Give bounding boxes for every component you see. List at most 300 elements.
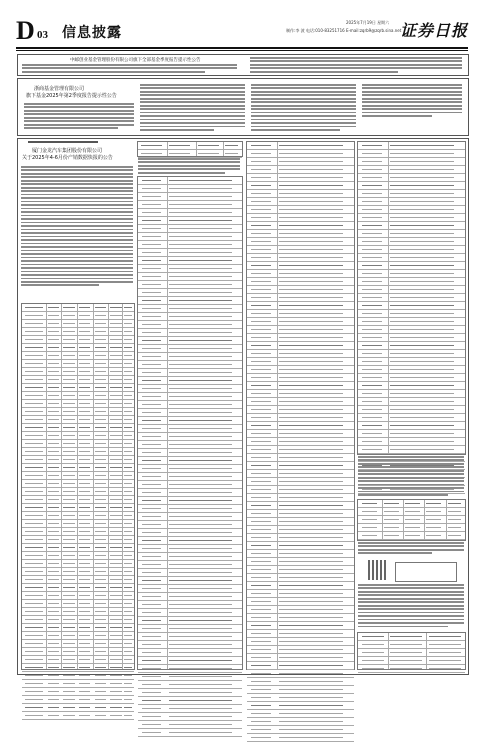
table-row — [247, 310, 354, 318]
table-cell — [63, 555, 74, 557]
table-cell — [429, 644, 461, 646]
table-cell — [95, 603, 106, 605]
table-cell — [390, 265, 454, 267]
table-cell — [25, 355, 43, 357]
table-row — [138, 593, 242, 601]
table-cell — [95, 387, 106, 389]
table-cell — [429, 660, 461, 662]
table-row — [358, 390, 465, 398]
table-row — [358, 508, 465, 516]
table-row — [358, 350, 465, 358]
table-row — [358, 406, 465, 414]
table-cell — [169, 660, 231, 662]
table-cell — [48, 507, 59, 509]
table-cell — [251, 705, 270, 707]
table-cell — [110, 347, 121, 349]
table-cell — [169, 252, 231, 254]
table-row — [247, 294, 354, 302]
table-row — [247, 502, 354, 510]
table-cell — [251, 481, 270, 483]
table-column-divider — [277, 142, 278, 669]
table-cell — [169, 444, 231, 446]
table-row — [22, 592, 134, 600]
table-row — [22, 416, 134, 424]
table-cell — [95, 643, 106, 645]
table-row — [247, 622, 354, 630]
table-row — [138, 465, 242, 473]
table-cell — [25, 627, 43, 629]
table-cell — [142, 284, 161, 286]
table-cell — [169, 372, 231, 374]
table-row — [247, 398, 354, 406]
table-cell — [110, 627, 121, 629]
table-row — [358, 302, 465, 310]
table-cell — [124, 587, 132, 589]
table-cell — [95, 435, 106, 437]
table-row — [138, 241, 242, 249]
table-row — [138, 657, 242, 665]
table-cell — [110, 595, 121, 597]
table-cell — [63, 363, 74, 365]
table-row — [138, 433, 242, 441]
table-cell — [426, 527, 441, 529]
table-cell — [95, 363, 106, 365]
production-sales-table — [21, 303, 135, 670]
table-cell — [279, 233, 343, 235]
table-row — [247, 638, 354, 646]
table-column-divider — [388, 633, 389, 669]
table-cell — [251, 169, 270, 171]
table-row — [138, 345, 242, 353]
table-cell — [95, 459, 106, 461]
table-cell — [251, 489, 270, 491]
table-cell — [405, 519, 420, 521]
table-row — [247, 270, 354, 278]
table-cell — [169, 708, 231, 710]
table-cell — [79, 651, 90, 653]
table-cell — [110, 555, 121, 557]
table-row — [247, 358, 354, 366]
table-row — [247, 182, 354, 190]
section-number: 03 — [37, 29, 48, 41]
table-row — [247, 534, 354, 542]
table-cell — [169, 220, 231, 222]
table-cell — [279, 409, 343, 411]
table-cell — [79, 443, 90, 445]
table-cell — [142, 572, 161, 574]
table-cell — [48, 571, 59, 573]
table-cell — [25, 571, 43, 573]
table-row — [247, 286, 354, 294]
table-cell — [79, 451, 90, 453]
table-cell — [48, 563, 59, 565]
table-cell — [198, 153, 219, 155]
table-cell — [390, 241, 454, 243]
table-cell — [79, 435, 90, 437]
table-cell — [142, 564, 161, 566]
table-cell — [390, 369, 454, 371]
table-cell — [390, 273, 454, 275]
table-cell — [390, 425, 454, 427]
table-cell — [124, 619, 132, 621]
table-cell — [79, 563, 90, 565]
table-cell — [110, 691, 121, 693]
table-cell — [110, 539, 121, 541]
table-cell — [79, 715, 90, 717]
table-row — [22, 360, 134, 368]
table-cell — [169, 476, 231, 478]
table-cell — [362, 249, 381, 251]
table-cell — [279, 681, 343, 683]
table-cell — [142, 668, 161, 670]
table-cell — [279, 441, 343, 443]
table-cell — [384, 511, 399, 513]
table-cell — [48, 411, 59, 413]
table-cell — [362, 297, 381, 299]
table-row — [247, 374, 354, 382]
table-cell — [95, 691, 106, 693]
table-cell — [362, 441, 381, 443]
table-cell — [251, 513, 270, 515]
table-row — [358, 174, 465, 182]
table-cell — [142, 324, 161, 326]
table-cell — [362, 409, 381, 411]
table-cell — [169, 145, 190, 147]
table-row — [138, 337, 242, 345]
table-cell — [390, 145, 454, 147]
table-cell — [48, 467, 59, 469]
table-cell — [448, 511, 461, 513]
table-cell — [25, 683, 43, 685]
table-cell — [279, 177, 343, 179]
table-cell — [110, 651, 121, 653]
table-row — [247, 566, 354, 574]
table-cell — [390, 225, 454, 227]
table-cell — [79, 411, 90, 413]
table-cell — [79, 387, 90, 389]
table-cell — [279, 401, 343, 403]
table-row — [22, 408, 134, 416]
table-cell — [63, 475, 74, 477]
table-cell — [362, 161, 381, 163]
table-row — [138, 385, 242, 393]
table-row — [138, 321, 242, 329]
table-cell — [279, 721, 343, 723]
table-row — [138, 150, 242, 158]
table-cell — [169, 460, 231, 462]
table-cell — [25, 371, 43, 373]
table-cell — [142, 628, 161, 630]
table-cell — [124, 499, 132, 501]
table-column-divider — [77, 304, 78, 669]
table-cell — [110, 611, 121, 613]
table-cell — [169, 428, 231, 430]
table-cell — [279, 657, 343, 659]
table-column-divider — [223, 142, 224, 156]
table-cell — [390, 409, 454, 411]
table-cell — [63, 715, 74, 717]
table-row — [138, 449, 242, 457]
table-cell — [63, 315, 74, 317]
table-row — [138, 185, 242, 193]
table-cell — [279, 241, 343, 243]
table-row — [138, 513, 242, 521]
table-row — [22, 688, 134, 696]
table-cell — [251, 457, 270, 459]
table-cell — [95, 483, 106, 485]
table-cell — [124, 475, 132, 477]
table-cell — [169, 212, 231, 214]
table-cell — [110, 491, 121, 493]
table-cell — [362, 305, 381, 307]
table-cell — [251, 321, 270, 323]
table-cell — [279, 489, 343, 491]
table-cell — [426, 519, 441, 521]
table-cell — [124, 643, 132, 645]
table-row — [358, 500, 465, 508]
table-cell — [251, 521, 270, 523]
table-cell — [169, 420, 231, 422]
table-cell — [124, 323, 132, 325]
table-cell — [110, 323, 121, 325]
column-4-text-a — [358, 456, 464, 498]
table-cell — [384, 527, 399, 529]
table-cell — [390, 281, 454, 283]
table-cell — [169, 188, 231, 190]
table-cell — [79, 619, 90, 621]
table-row — [138, 417, 242, 425]
table-cell — [79, 395, 90, 397]
table-cell — [25, 619, 43, 621]
table-column-divider — [403, 500, 404, 540]
table-column-2-header — [137, 141, 243, 157]
table-cell — [110, 435, 121, 437]
table-cell — [95, 419, 106, 421]
table-cell — [25, 595, 43, 597]
table-cell — [25, 403, 43, 405]
table-cell — [95, 331, 106, 333]
table-cell — [362, 660, 383, 662]
table-row — [138, 489, 242, 497]
table-cell — [25, 603, 43, 605]
table-cell — [95, 635, 106, 637]
table-cell — [169, 724, 231, 726]
table-cell — [362, 201, 381, 203]
table-row — [247, 430, 354, 438]
table-cell — [279, 297, 343, 299]
table-cell — [141, 153, 162, 155]
table-cell — [169, 244, 231, 246]
table-cell — [25, 427, 43, 429]
notice-box-top — [17, 54, 469, 76]
table-cell — [79, 547, 90, 549]
table-cell — [79, 691, 90, 693]
table-cell — [142, 356, 161, 358]
table-cell — [110, 483, 121, 485]
table-cell — [251, 553, 270, 555]
table-cell — [362, 393, 381, 395]
table-row — [247, 414, 354, 422]
table-cell — [48, 475, 59, 477]
main-notice-header-meta — [28, 141, 128, 144]
table-cell — [390, 449, 454, 451]
table-cell — [142, 684, 161, 686]
table-cell — [110, 427, 121, 429]
table-cell — [124, 523, 132, 525]
table-cell — [63, 539, 74, 541]
table-cell — [225, 145, 237, 147]
table-cell — [79, 315, 90, 317]
table-cell — [124, 395, 132, 397]
table-row — [247, 350, 354, 358]
table-row — [247, 526, 354, 534]
table-cell — [110, 307, 121, 309]
notice-top-body-right — [250, 57, 462, 74]
table-cell — [169, 276, 231, 278]
table-cell — [141, 145, 162, 147]
table-cell — [110, 507, 121, 509]
table-row — [138, 529, 242, 537]
table-cell — [25, 363, 43, 365]
table-cell — [25, 579, 43, 581]
table-cell — [169, 524, 231, 526]
table-column-divider — [388, 142, 389, 454]
table-cell — [390, 433, 454, 435]
table-cell — [63, 627, 74, 629]
table-cell — [142, 236, 161, 238]
table-cell — [251, 697, 270, 699]
table-row — [247, 342, 354, 350]
table-row — [138, 505, 242, 513]
table-cell — [279, 337, 343, 339]
table-cell — [25, 315, 43, 317]
table-row — [138, 193, 242, 201]
table-row — [247, 214, 354, 222]
table-cell — [142, 660, 161, 662]
table-row — [22, 312, 134, 320]
table-cell — [79, 683, 90, 685]
table-row — [138, 553, 242, 561]
table-row — [138, 361, 242, 369]
table-row — [22, 304, 134, 312]
table-row — [138, 313, 242, 321]
table-cell — [362, 225, 381, 227]
table-cell — [279, 153, 343, 155]
table-cell — [279, 617, 343, 619]
table-row — [358, 516, 465, 524]
table-cell — [110, 379, 121, 381]
table-cell — [25, 395, 43, 397]
table-cell — [251, 305, 270, 307]
table-row — [22, 528, 134, 536]
table-cell — [169, 260, 231, 262]
masthead — [16, 18, 468, 46]
table-cell — [95, 587, 106, 589]
table-cell — [251, 657, 270, 659]
table-row — [22, 672, 134, 680]
table-column-divider — [46, 304, 47, 669]
table-cell — [95, 427, 106, 429]
table-cell — [110, 331, 121, 333]
table-cell — [124, 363, 132, 365]
table-cell — [48, 643, 59, 645]
table-column-divider — [122, 304, 123, 669]
table-cell — [251, 577, 270, 579]
table-cell — [63, 531, 74, 533]
table-cell — [142, 460, 161, 462]
table-cell — [110, 475, 121, 477]
table-cell — [124, 635, 132, 637]
table-row — [247, 670, 354, 678]
table-row — [358, 190, 465, 198]
section-letter: D — [16, 16, 34, 45]
table-row — [247, 278, 354, 286]
table-cell — [429, 668, 461, 670]
table-cell — [95, 659, 106, 661]
table-cell — [251, 145, 270, 147]
table-row — [138, 441, 242, 449]
table-cell — [142, 452, 161, 454]
table-row — [247, 726, 354, 734]
table-cell — [362, 503, 377, 505]
table-cell — [390, 289, 454, 291]
table-row — [138, 409, 242, 417]
table-cell — [251, 601, 270, 603]
table-cell — [142, 516, 161, 518]
table-cell — [362, 425, 381, 427]
table-cell — [25, 667, 43, 669]
table-cell — [63, 331, 74, 333]
table-cell — [279, 321, 343, 323]
table-cell — [362, 177, 381, 179]
table-row — [358, 326, 465, 334]
table-row — [247, 254, 354, 262]
table-cell — [142, 716, 161, 718]
table-row — [358, 374, 465, 382]
table-cell — [124, 571, 132, 573]
newspaper-logo: 证券日报 — [399, 21, 468, 40]
table-cell — [251, 609, 270, 611]
table-cell — [63, 411, 74, 413]
table-row — [247, 710, 354, 718]
table-row — [22, 504, 134, 512]
table-cell — [169, 388, 231, 390]
table-row — [138, 209, 242, 217]
table-cell — [63, 499, 74, 501]
table-cell — [429, 636, 461, 638]
table-cell — [95, 491, 106, 493]
table-row — [22, 568, 134, 576]
table-row — [138, 273, 242, 281]
table-cell — [95, 451, 106, 453]
table-row — [138, 457, 242, 465]
table-cell — [251, 593, 270, 595]
table-cell — [251, 449, 270, 451]
table-row — [22, 560, 134, 568]
table-cell — [448, 519, 461, 521]
table-cell — [169, 500, 231, 502]
table-column-divider — [61, 304, 62, 669]
table-cell — [362, 217, 381, 219]
table-cell — [110, 563, 121, 565]
table-cell — [142, 500, 161, 502]
table-row — [22, 432, 134, 440]
table-cell — [362, 401, 381, 403]
table-row — [22, 448, 134, 456]
table-cell — [142, 588, 161, 590]
table-row — [247, 614, 354, 622]
table-row — [138, 425, 242, 433]
